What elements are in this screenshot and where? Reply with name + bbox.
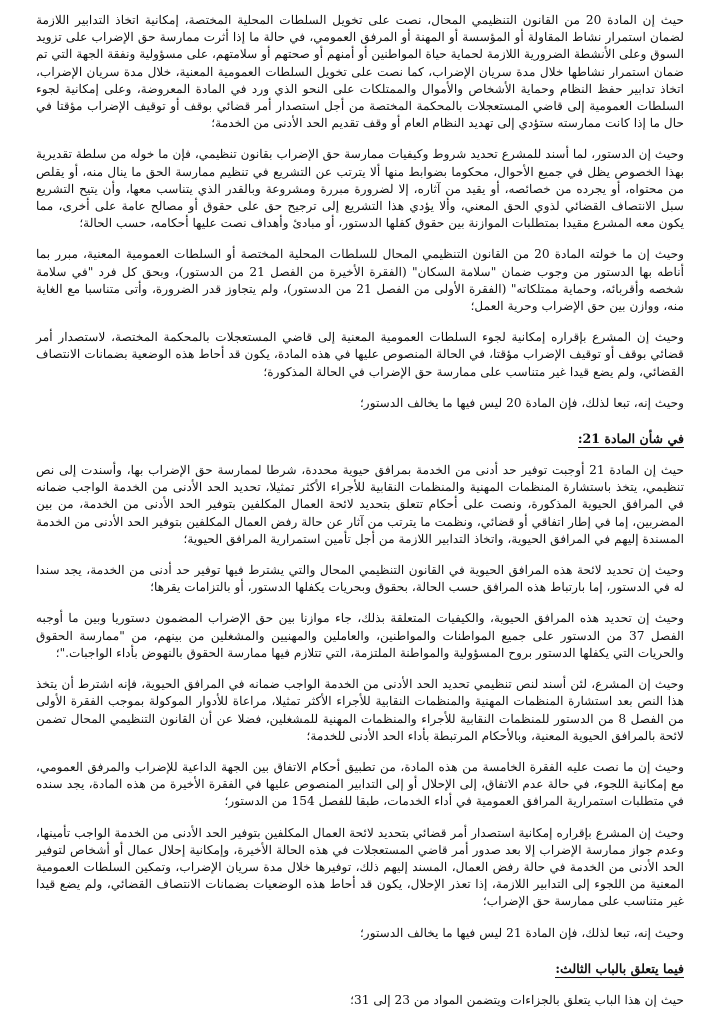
paragraph: حيث إن هذا الباب يتعلق بالجزاءات ويتضمن المواد من 23 إلى 31؛	[350, 992, 684, 1007]
section-heading-wrapper	[36, 426, 684, 462]
paragraph: وحيث إنه، تبعا لذلك، فإن المادة 20 ليس فيها ما يخالف الدستور؛	[359, 395, 684, 410]
section-heading: في شأن المادة 21:	[577, 431, 684, 447]
paragraph: وحيث إن تحديد لائحة هذه المرافق الحيوية في القانون التنظيمي المحال والتي يشترط فيها توفير حد أدنى من الخدمة، يجد سندا له في الدستور، إما بارتباط هذه المرافق حسب الحالة، بحقوق وبحريات يكفلها الدستور، أو بالتزامات يقرها؛	[36, 563, 684, 595]
paragraph: وحيث إن المشرع بإقراره إمكانية استصدار أمر قضائي بتحديد لائحة العمال المكلفين بتوفير الحد الأدنى من الخدمة الواجب تأمينها، وعدم جواز ممارسة الإضراب إلا بعد صدور أمر قاضي المستعجلات في هذه الحالة الأخيرة، وإمكانية إحلال عمال أو أشخاص لتوفير الحد الأدنى من الخدمة في حالة رفض العمال، المسند إليهم ذلك، توفيرها خلال مدة سريان الإضراب، وتمكين السلطات العمومية المعنية من اللجوء إلى التدابير اللازمة، إذا تعذر الإحلال، يكون قد أحاط هذه الوضعيات بضمانات الانتصاف القضائي، ولم يضع قيدا غير متناسب على ممارسة حق الإضراب؛	[36, 825, 684, 909]
paragraph: وحيث إن الدستور، لما أسند للمشرع تحديد شروط وكيفيات ممارسة حق الإضراب بقانون تنظيمي، فإن ما خوله من سلطة تقديرية بهذا الخصوص يظل في جميع الأحوال، محكوما بضوابط منها ألا يترتب عن التشريع في تنظيم ممارسة الحق ما ينال منه، أو يقلص من محتواه، أو يجرده من خصائصه، أو يقيد من آثاره، إلا لضرورة مبررة ومشروعة وبالقدر الذي يتناسب معها، وأن يتيح التشريع سبل الانتصاف القضائي لذوي الحق المعني، وألا يؤدي هذا التشريع إلى ترجيح حق على حقوق أو مصالح عامة على أخرى، مما يكون معه المشرع مقيدا بمتطلبات الموازنة بين حقوق كفلها الدستور، أو مبادئ وأهداف نصت عليها أحكامه، حسب الحالة؛	[36, 147, 684, 231]
section-heading: فيما يتعلق بالباب الثالث:	[555, 960, 684, 976]
paragraph: وحيث إن ما نصت عليه الفقرة الخامسة من هذه المادة، من تطبيق أحكام الاتفاق بين الجهة الداعية للإضراب والمرفق العمومي، مع إمكانية اللجوء، في حالة عدم الاتفاق، إلى الإحلال أو إلى التدابير المنصوص عليها في الفقرة الأخيرة من هذه المادة، يجد سنده في متطلبات استمرارية المرافق العمومية في أداء الخدمات، طبقا للفصل 154 من الدستور؛	[36, 759, 684, 809]
paragraph: وحيث إن تحديد هذه المرافق الحيوية، والكيفيات المتعلقة بذلك، جاء موازنا بين حق الإضراب المضمون دستوريا وبين ما أوجبه الفصل 37 من الدستور على جميع المواطنات والمواطنين، والعاملين والمهنيين والمشغلين من بينهم، من "ممارسة الحقوق والحريات التي يكفلها الدستور بروح المسؤولية والمواطنة الملتزمة، التي تتلازم فيها ممارسة الحقوق بالنهوض بأداء الواجبات."؛	[36, 611, 684, 660]
paragraph: وحيث إن ما خولته المادة 20 من القانون التنظيمي المحال للسلطات المحلية المختصة أو السلطات العمومية المعنية، مبرر بما أناطه بها الدستور من وجوب ضمان "سلامة السكان" (الفقرة الأخيرة من الفصل 21 من الدستور)، وبحق كل فرد "في سلامة شخصه وأقربائه، وحماية ممتلكاته" (الفقرة الأولى من الفصل 21 من الدستور)، ولم يتجاوز قدر الضرورة، وأتى متناسبا مع الغاية منه، ووازن بين حق الإضراب وحرية العمل؛	[36, 247, 684, 314]
paragraph: حيث إن المادة 21 أوجبت توفير حد أدنى من الخدمة بمرافق حيوية محددة، شرطا لممارسة حق الإضراب بها، وأسندت إلى نص تنظيمي، يتخذ باستشارة المنظمات المهنية والمنظمات النقابية للأجراء الأكثر تمثيلا، تحديد الحد الأدنى من الخدمة الواجب ضمانه في المرافق الحيوية المذكورة، ونصت على أحكام تتعلق بتحديد لائحة العمال المكلفين بتوفير الحد الأدنى من الخدمة، من بين المضربين، إما في إطار اتفاقي أو قضائي، ونظمت ما يترتب من آثار عن حالة رفض العمال المكلفين بتوفير الحد الأدنى من الخدمة المسندة إليهم في المرافق الحيوية، واتخاذ التدابير اللازمة من أجل تأمين استمرارية المرافق الحيوية؛	[36, 463, 684, 546]
paragraph: حيث إن المادة 20 من القانون التنظيمي المحال، نصت على تخويل السلطات المحلية المختصة، إمكانية اتخاذ التدابير اللازمة لضمان استمرار نشاط المقاولة أو المؤسسة أو المهنة أو المرفق العمومي، في حالة ما إذا أثرت ممارسة حق الإضراب على تزويد السوق وعلى الأنشطة الضرورية اللازمة لحماية حياة المواطنين أو أمنهم أو صحتهم أو سلامتهم، على مسؤولية ونفقة الجهة التي تم ضمان استمرار نشاطها خلال مدة سريان الإضراب، كما نصت على تخويل السلطات العمومية المعنية، خلال مدة سريان الإضراب، اتخاذ تدابير حفظ النظام وحماية الأشخاص والأموال والممتلكات على النحو الذي ورد في المادة المعروضة، وعلى إمكانية لجوء السلطات العمومية إلى قاضي المستعجلات بالمحكمة المختصة من أجل استصدار أمر قضائي بوقف أو توقيف الإضراب مؤقتا في حال ما إذا كانت ممارسته ستؤدي إلى تهديد النظام العام أو وقف تقديم الحد الأدنى من الخدمة؛	[36, 13, 684, 131]
section-heading-wrapper	[36, 956, 684, 992]
paragraph: وحيث إنه، تبعا لذلك، فإن المادة 21 ليس فيها ما يخالف الدستور؛	[359, 925, 684, 940]
paragraph: وحيث إن المشرع، لئن أسند لنص تنظيمي تحديد الحد الأدنى من الخدمة الواجب ضمانه في المرافق الحيوية، فإنه اشترط أن يتخذ هذا النص بعد استشارة المنظمات المهنية والمنظمات النقابية للأجراء الأكثر تمثيلا، مراعاة للأدوار الموكولة بموجب الفقرة الأولى من الفصل 8 من الدستور للمنظمات النقابية للأجراء والمنظمات المهنية للمشغلين، فضلا عن أن القانون التنظيمي المحال تضمن لائحة بالمرافق الحيوية المعنية، وبالأحكام المرتبطة بأداء الحد الأدنى للخدمة؛	[36, 677, 684, 743]
paragraph: وحيث إن المشرع بإقراره إمكانية لجوء السلطات العمومية المعنية إلى قاضي المستعجلات بالمحكمة المختصة، لاستصدار أمر قضائي بوقف أو توقيف الإضراب مؤقتا، في الحالة المنصوص عليها في هذه المادة، يكون قد أحاط هذه الوضعية بضمانات الانتصاف القضائي، ولم يضع قيدا غير متناسب على ممارسة حق الإضراب في الحالة المذكورة؛	[36, 330, 684, 379]
